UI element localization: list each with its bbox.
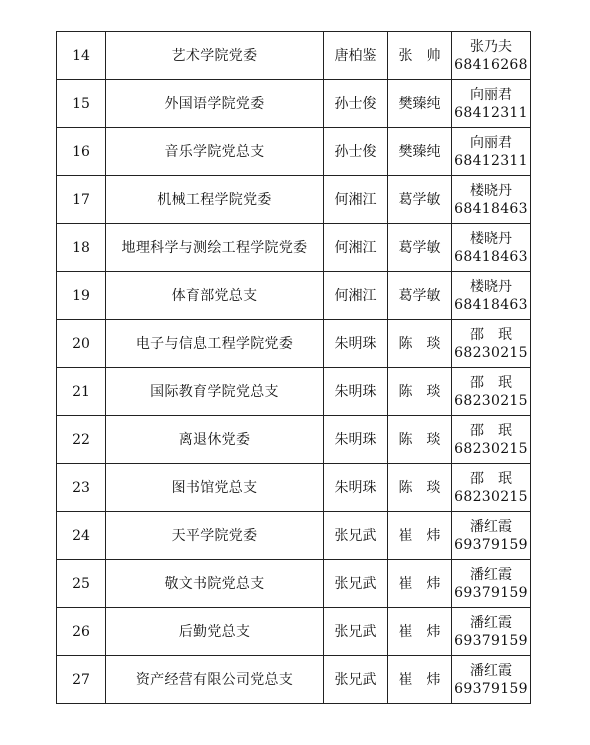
contact-cell — [452, 608, 531, 656]
contact-name: 潘红霞 — [470, 614, 512, 631]
contact-cell — [452, 656, 531, 704]
row-number: 22 — [57, 416, 106, 464]
deputy-name: 崔 炜 — [388, 608, 452, 656]
deputy-name: 张 帅 — [388, 32, 452, 80]
contact-phone: 68418463 — [454, 296, 528, 313]
secretary-name: 唐柏鉴 — [324, 32, 388, 80]
unit-name: 后勤党总支 — [106, 608, 324, 656]
contact-cell — [452, 368, 531, 416]
table-row — [57, 320, 531, 368]
unit-name: 艺术学院党委 — [106, 32, 324, 80]
row-number: 25 — [57, 560, 106, 608]
contact-cell — [452, 272, 531, 320]
row-number: 27 — [57, 656, 106, 704]
table-row — [57, 464, 531, 512]
deputy-name: 陈 琰 — [388, 416, 452, 464]
unit-name: 国际教育学院党总支 — [106, 368, 324, 416]
table-body — [57, 32, 531, 704]
contact-cell — [452, 176, 531, 224]
deputy-name: 樊臻纯 — [388, 128, 452, 176]
contact-cell — [452, 416, 531, 464]
contact-phone: 68416268 — [454, 56, 528, 73]
row-number: 23 — [57, 464, 106, 512]
contact-cell — [452, 512, 531, 560]
row-number: 24 — [57, 512, 106, 560]
secretary-name: 张兄武 — [324, 656, 388, 704]
table-row — [57, 128, 531, 176]
table-row — [57, 368, 531, 416]
table-row — [57, 608, 531, 656]
deputy-name: 陈 琰 — [388, 368, 452, 416]
secretary-name: 孙士俊 — [324, 128, 388, 176]
row-number: 21 — [57, 368, 106, 416]
contact-name: 邵 珉 — [470, 326, 512, 343]
secretary-name: 朱明珠 — [324, 320, 388, 368]
contact-name: 邵 珉 — [470, 422, 512, 439]
contact-cell — [452, 32, 531, 80]
contact-cell — [452, 560, 531, 608]
contact-phone: 68230215 — [454, 488, 528, 505]
contact-name: 张乃夫 — [470, 38, 512, 55]
contact-cell — [452, 320, 531, 368]
contact-phone: 68230215 — [454, 440, 528, 457]
contact-phone: 68418463 — [454, 248, 528, 265]
table-row — [57, 512, 531, 560]
row-number: 20 — [57, 320, 106, 368]
table-row — [57, 224, 531, 272]
secretary-name: 何湘江 — [324, 176, 388, 224]
secretary-name: 朱明珠 — [324, 416, 388, 464]
contact-cell — [452, 128, 531, 176]
secretary-name: 何湘江 — [324, 224, 388, 272]
row-number: 18 — [57, 224, 106, 272]
secretary-name: 张兄武 — [324, 512, 388, 560]
contact-name: 潘红霞 — [470, 566, 512, 583]
deputy-name: 葛学敏 — [388, 224, 452, 272]
row-number: 15 — [57, 80, 106, 128]
unit-name: 天平学院党委 — [106, 512, 324, 560]
secretary-name: 张兄武 — [324, 560, 388, 608]
contact-name: 邵 珉 — [470, 470, 512, 487]
contact-cell — [452, 464, 531, 512]
table-row — [57, 32, 531, 80]
secretary-name: 朱明珠 — [324, 368, 388, 416]
deputy-name: 陈 琰 — [388, 320, 452, 368]
unit-name: 电子与信息工程学院党委 — [106, 320, 324, 368]
row-number: 19 — [57, 272, 106, 320]
unit-name: 体育部党总支 — [106, 272, 324, 320]
contact-name: 邵 珉 — [470, 374, 512, 391]
deputy-name: 樊臻纯 — [388, 80, 452, 128]
contact-phone: 69379159 — [454, 536, 528, 553]
deputy-name: 崔 炜 — [388, 512, 452, 560]
deputy-name: 葛学敏 — [388, 272, 452, 320]
unit-name: 外国语学院党委 — [106, 80, 324, 128]
contact-phone: 68412311 — [454, 152, 528, 169]
contact-cell — [452, 80, 531, 128]
unit-name: 资产经营有限公司党总支 — [106, 656, 324, 704]
secretary-name: 孙士俊 — [324, 80, 388, 128]
contact-phone: 69379159 — [454, 632, 528, 649]
deputy-name: 崔 炜 — [388, 656, 452, 704]
table-row — [57, 272, 531, 320]
contact-phone: 69379159 — [454, 680, 528, 697]
unit-name: 机械工程学院党委 — [106, 176, 324, 224]
contact-phone: 68418463 — [454, 200, 528, 217]
row-number: 16 — [57, 128, 106, 176]
table-row — [57, 560, 531, 608]
table-row — [57, 416, 531, 464]
contact-phone: 69379159 — [454, 584, 528, 601]
contact-name: 潘红霞 — [470, 662, 512, 679]
contact-name: 楼晓丹 — [470, 230, 512, 247]
unit-name: 图书馆党总支 — [106, 464, 324, 512]
unit-contact-table — [56, 31, 531, 704]
contact-phone: 68230215 — [454, 344, 528, 361]
row-number: 26 — [57, 608, 106, 656]
contact-phone: 68230215 — [454, 392, 528, 409]
row-number: 14 — [57, 32, 106, 80]
unit-name: 敬文书院党总支 — [106, 560, 324, 608]
contact-phone: 68412311 — [454, 104, 528, 121]
contact-name: 楼晓丹 — [470, 278, 512, 295]
contact-name: 潘红霞 — [470, 518, 512, 535]
table-row — [57, 656, 531, 704]
contact-name: 向丽君 — [470, 134, 512, 151]
contact-cell — [452, 224, 531, 272]
deputy-name: 陈 琰 — [388, 464, 452, 512]
deputy-name: 葛学敏 — [388, 176, 452, 224]
secretary-name: 何湘江 — [324, 272, 388, 320]
unit-name: 地理科学与测绘工程学院党委 — [106, 224, 324, 272]
table-row — [57, 176, 531, 224]
unit-name: 离退休党委 — [106, 416, 324, 464]
secretary-name: 朱明珠 — [324, 464, 388, 512]
secretary-name: 张兄武 — [324, 608, 388, 656]
unit-name: 音乐学院党总支 — [106, 128, 324, 176]
contact-name: 楼晓丹 — [470, 182, 512, 199]
row-number: 17 — [57, 176, 106, 224]
deputy-name: 崔 炜 — [388, 560, 452, 608]
table-row — [57, 80, 531, 128]
contact-name: 向丽君 — [470, 86, 512, 103]
